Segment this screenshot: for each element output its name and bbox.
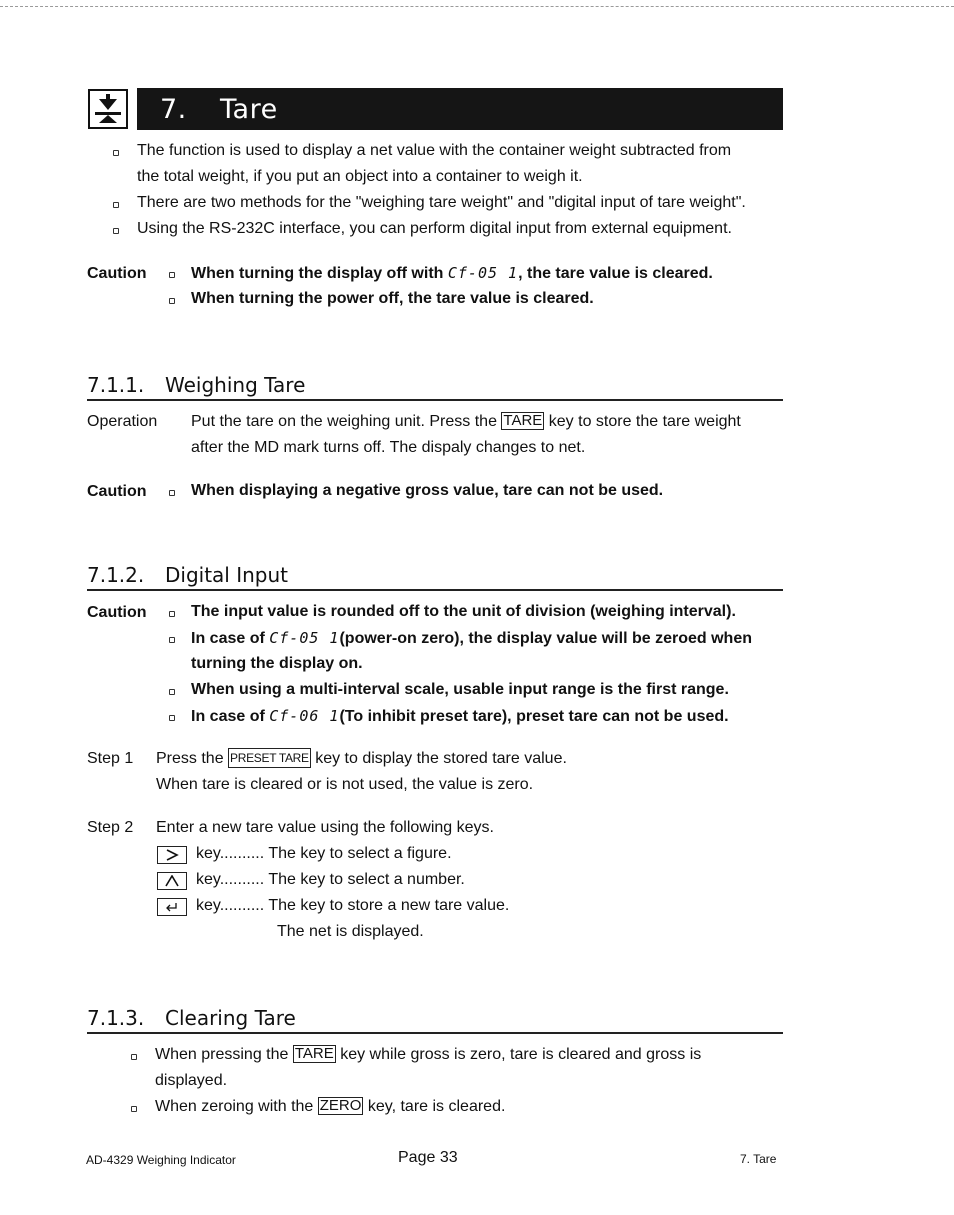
caution-label: Caution [87,483,147,500]
intro-line-3: There are two methods for the "weighing tare weight" and "digital input of tare weight". [137,194,746,211]
caution-rounded: The input value is rounded off to the unit of division (weighing interval). [191,603,736,620]
bullet-icon [131,1054,137,1060]
footer-product: AD-4329 Weighing Indicator [86,1153,236,1167]
chapter-title: 7. Tare [160,94,278,125]
caution-label: Caution [87,265,147,282]
tare-icon [88,89,128,129]
bullet-icon [169,611,175,617]
bullet-icon [113,228,119,234]
bullet-icon [169,490,175,496]
step1-text-line2: When tare is cleared or is not used, the value is zero. [156,776,534,793]
caution-negative-gross: When displaying a negative gross value, tare can not be used. [191,482,664,499]
caution-power-off: When turning the power off, the tare value is cleared. [191,290,594,307]
zero-key: ZERO [319,1097,362,1114]
caution-label: Caution [87,604,147,621]
enter-key-icon [157,898,187,916]
bullet-icon [113,150,119,156]
caution-inhibit-preset: In case of Cf-06 1(To inhibit preset tare), preset tare can not be used. [191,707,729,725]
bullet-icon [169,715,175,721]
segment-code: Cf-05 1 [447,264,519,282]
intro-line-2: the total weight, if you put an object into a container to weigh it. [137,168,583,185]
operation-label: Operation [87,413,158,430]
bullet-icon [131,1106,137,1112]
bullet-icon [169,272,175,278]
intro-line-4: Using the RS-232C interface, you can perform digital input from external equipment. [137,220,732,237]
clearing-text-1: When pressing the TARE key while gross is zero, tare is cleared and gross is [155,1045,702,1063]
caution-power-on-zero-line2: turning the display on. [191,655,363,672]
bullet-icon [169,298,175,304]
step1-label: Step 1 [87,750,134,767]
step2-text: Enter a new tare value using the following keys. [156,819,494,836]
clearing-text-1-line2: displayed. [155,1072,228,1089]
bullet-icon [169,637,175,643]
clearing-text-2: When zeroing with the ZERO key, tare is cleared. [155,1097,506,1115]
operation-text: Put the tare on the weighing unit. Press the TARE key to store the tare weight [191,412,741,430]
footer-page-number: Page 33 [398,1149,458,1166]
bullet-icon [113,202,119,208]
section-heading-weighing-tare: 7.1.1. Weighing Tare [87,372,783,401]
operation-text-line2: after the MD mark turns off. The dispaly changes to net. [191,439,586,456]
bullet-icon [169,689,175,695]
caution-display-off: When turning the display off with Cf-05 1, the tare value is cleared. [191,264,713,282]
preset-tare-key: PRESET TARE [228,748,311,768]
step2-label: Step 2 [87,819,134,836]
section-heading-digital-input: 7.1.2. Digital Input [87,562,783,591]
caution-multi-interval: When using a multi-interval scale, usable input range is the first range. [191,681,729,698]
tare-key: TARE [503,412,543,429]
section-heading-clearing-tare: 7.1.3. Clearing Tare [87,1005,783,1034]
up-arrow-key-icon [157,872,187,890]
right-arrow-key-icon [157,846,187,864]
key-description-store-value: key.......... The key to store a new tare value. [196,897,510,914]
segment-code: Cf-06 1 [269,707,340,725]
key-description-select-number: key.......... The key to select a number. [196,871,465,888]
caution-power-on-zero: In case of Cf-05 1(power-on zero), the display value will be zeroed when [191,629,752,647]
key-description-select-figure: key.......... The key to select a figure. [196,845,452,862]
scan-edge-line [0,6,954,7]
intro-line-1: The function is used to display a net value with the container weight subtracted from [137,142,732,159]
segment-code: Cf-05 1 [269,629,340,647]
tare-key: TARE [294,1045,334,1062]
footer-chapter: 7. Tare [740,1152,777,1166]
key-note-net: The net is displayed. [277,923,424,940]
step1-text: Press the PRESET TARE key to display the stored tare value. [156,750,567,767]
